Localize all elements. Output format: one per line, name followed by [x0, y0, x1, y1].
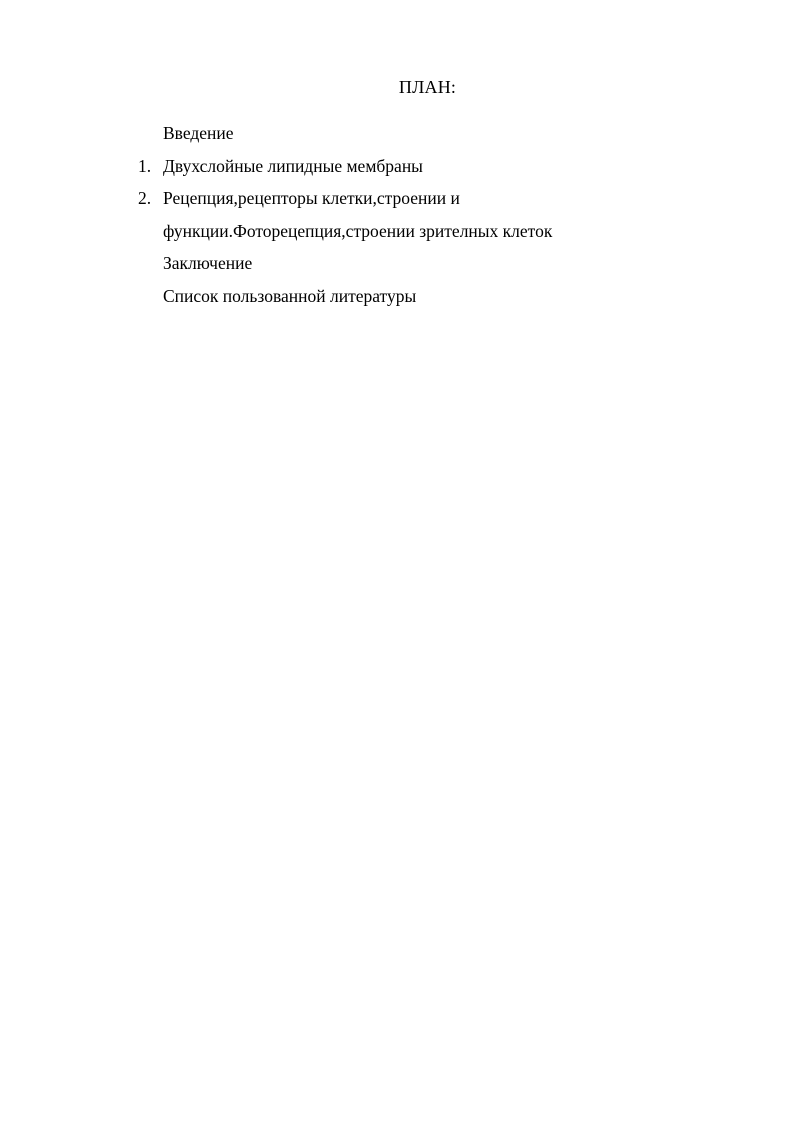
toc-item-reception-continued: функции.Фоторецепция,строении зрителных клеток — [163, 221, 553, 241]
toc-item-number: 1. — [138, 156, 152, 176]
toc-item-references: Список пользованной литературы — [163, 286, 417, 306]
toc-item-membranes: Двухслойные липидные мембраны — [163, 156, 423, 176]
page-title: ПЛАН: — [398, 77, 457, 97]
toc-item-introduction: Введение — [163, 123, 234, 143]
toc-item-number: 2. — [138, 188, 152, 208]
toc-item-conclusion: Заключение — [163, 253, 253, 273]
toc-item-reception: Рецепция,рецепторы клетки,строении и — [163, 188, 460, 208]
